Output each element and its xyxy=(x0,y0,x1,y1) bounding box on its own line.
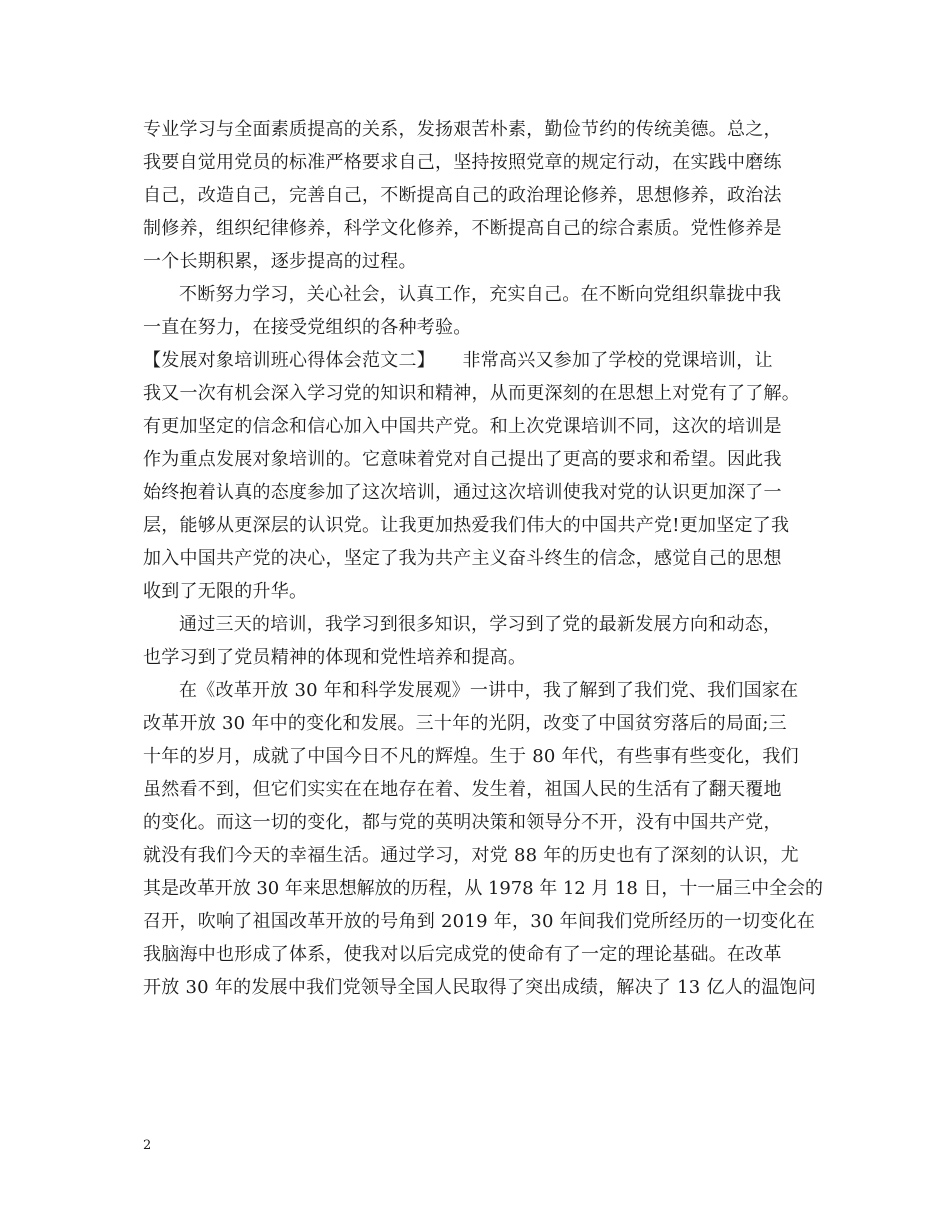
text-line: 一直在努力，在接受党组织的各种考验。 xyxy=(143,317,472,338)
text-line: 收到了无限的升华。 xyxy=(143,581,308,602)
text-line: 一个长期积累，逐步提高的过程。 xyxy=(143,251,417,272)
text-line: 的变化。而这一切的变化，都与党的英明决策和领导分不开，没有中国共产党， xyxy=(143,812,782,833)
text-line: 其是改革开放 30 年来思想解放的历程，从 1978 年 12 月 18 日，十一届三中全会的 xyxy=(143,878,823,899)
text-line: 有更加坚定的信念和信心加入中国共产党。和上次党课培训不同，这次的培训是 xyxy=(143,416,782,437)
text-line: 在《改革开放 30 年和科学发展观》一讲中，我了解到了我们党、我们国家在 xyxy=(179,680,799,701)
text-line: 作为重点发展对象培训的。它意味着党对自己提出了更高的要求和希望。因此我 xyxy=(143,449,782,470)
text-line: 通过三天的培训，我学习到很多知识，学习到了党的最新发展方向和动态， xyxy=(179,614,782,635)
text-line: 召开，吹响了祖国改革开放的号角到 2019 年，30 年间我们党所经历的一切变化在 xyxy=(143,911,816,932)
page-number: 2 xyxy=(143,1138,152,1153)
text-line: 专业学习与全面素质提高的关系，发扬艰苦朴素，勤俭节约的传统美德。总之， xyxy=(143,119,782,140)
text-line: 开放 30 年的发展中我们党领导全国人民取得了突出成绩，解决了 13 亿人的温饱问 xyxy=(143,977,816,998)
text-line: 层，能够从更深层的认识党。让我更加热爱我们伟大的中国共产党!更加坚定了我 xyxy=(143,515,790,536)
text-line: 始终抱着认真的态度参加了这次培训，通过这次培训使我对党的认识更加深了一 xyxy=(143,482,782,503)
text-line: 我又一次有机会深入学习党的知识和精神，从而更深刻的在思想上对党有了了解。 xyxy=(143,383,800,404)
text-line: 我脑海中也形成了体系，使我对以后完成党的使命有了一定的理论基础。在改革 xyxy=(143,944,782,965)
text-line: 加入中国共产党的决心，坚定了我为共产主义奋斗终生的信念，感觉自己的思想 xyxy=(143,548,782,569)
text-line: 就没有我们今天的幸福生活。通过学习，对党 88 年的历史也有了深刻的认识，尤 xyxy=(143,845,799,866)
body-text xyxy=(143,113,823,1004)
text-line: 改革开放 30 年中的变化和发展。三十年的光阴，改变了中国贫穷落后的局面;三 xyxy=(143,713,787,734)
text-line: 制修养，组织纪律修养，科学文化修养，不断提高自己的综合素质。党性修养是 xyxy=(143,218,782,239)
text-line: 我要自觉用党员的标准严格要求自己，坚持按照党章的规定行动，在实践中磨练 xyxy=(143,152,782,173)
text-line: 自己，改造自己，完善自己，不断提高自己的政治理论修养，思想修养，政治法 xyxy=(143,185,782,206)
text-line: 虽然看不到，但它们实实在在地存在着、发生着，祖国人民的生活有了翻天覆地 xyxy=(143,779,782,800)
text-line: 不断努力学习，关心社会，认真工作，充实自己。在不断向党组织靠拢中我 xyxy=(179,284,782,305)
section-heading-line: 【发展对象培训班心得体会范文二】 非常高兴又参加了学校的党课培训，让 xyxy=(143,350,773,371)
text-line: 十年的岁月，成就了中国今日不凡的辉煌。生于 80 年代，有些事有些变化，我们 xyxy=(143,746,799,767)
text-line: 也学习到了党员精神的体现和党性培养和提高。 xyxy=(143,647,527,668)
